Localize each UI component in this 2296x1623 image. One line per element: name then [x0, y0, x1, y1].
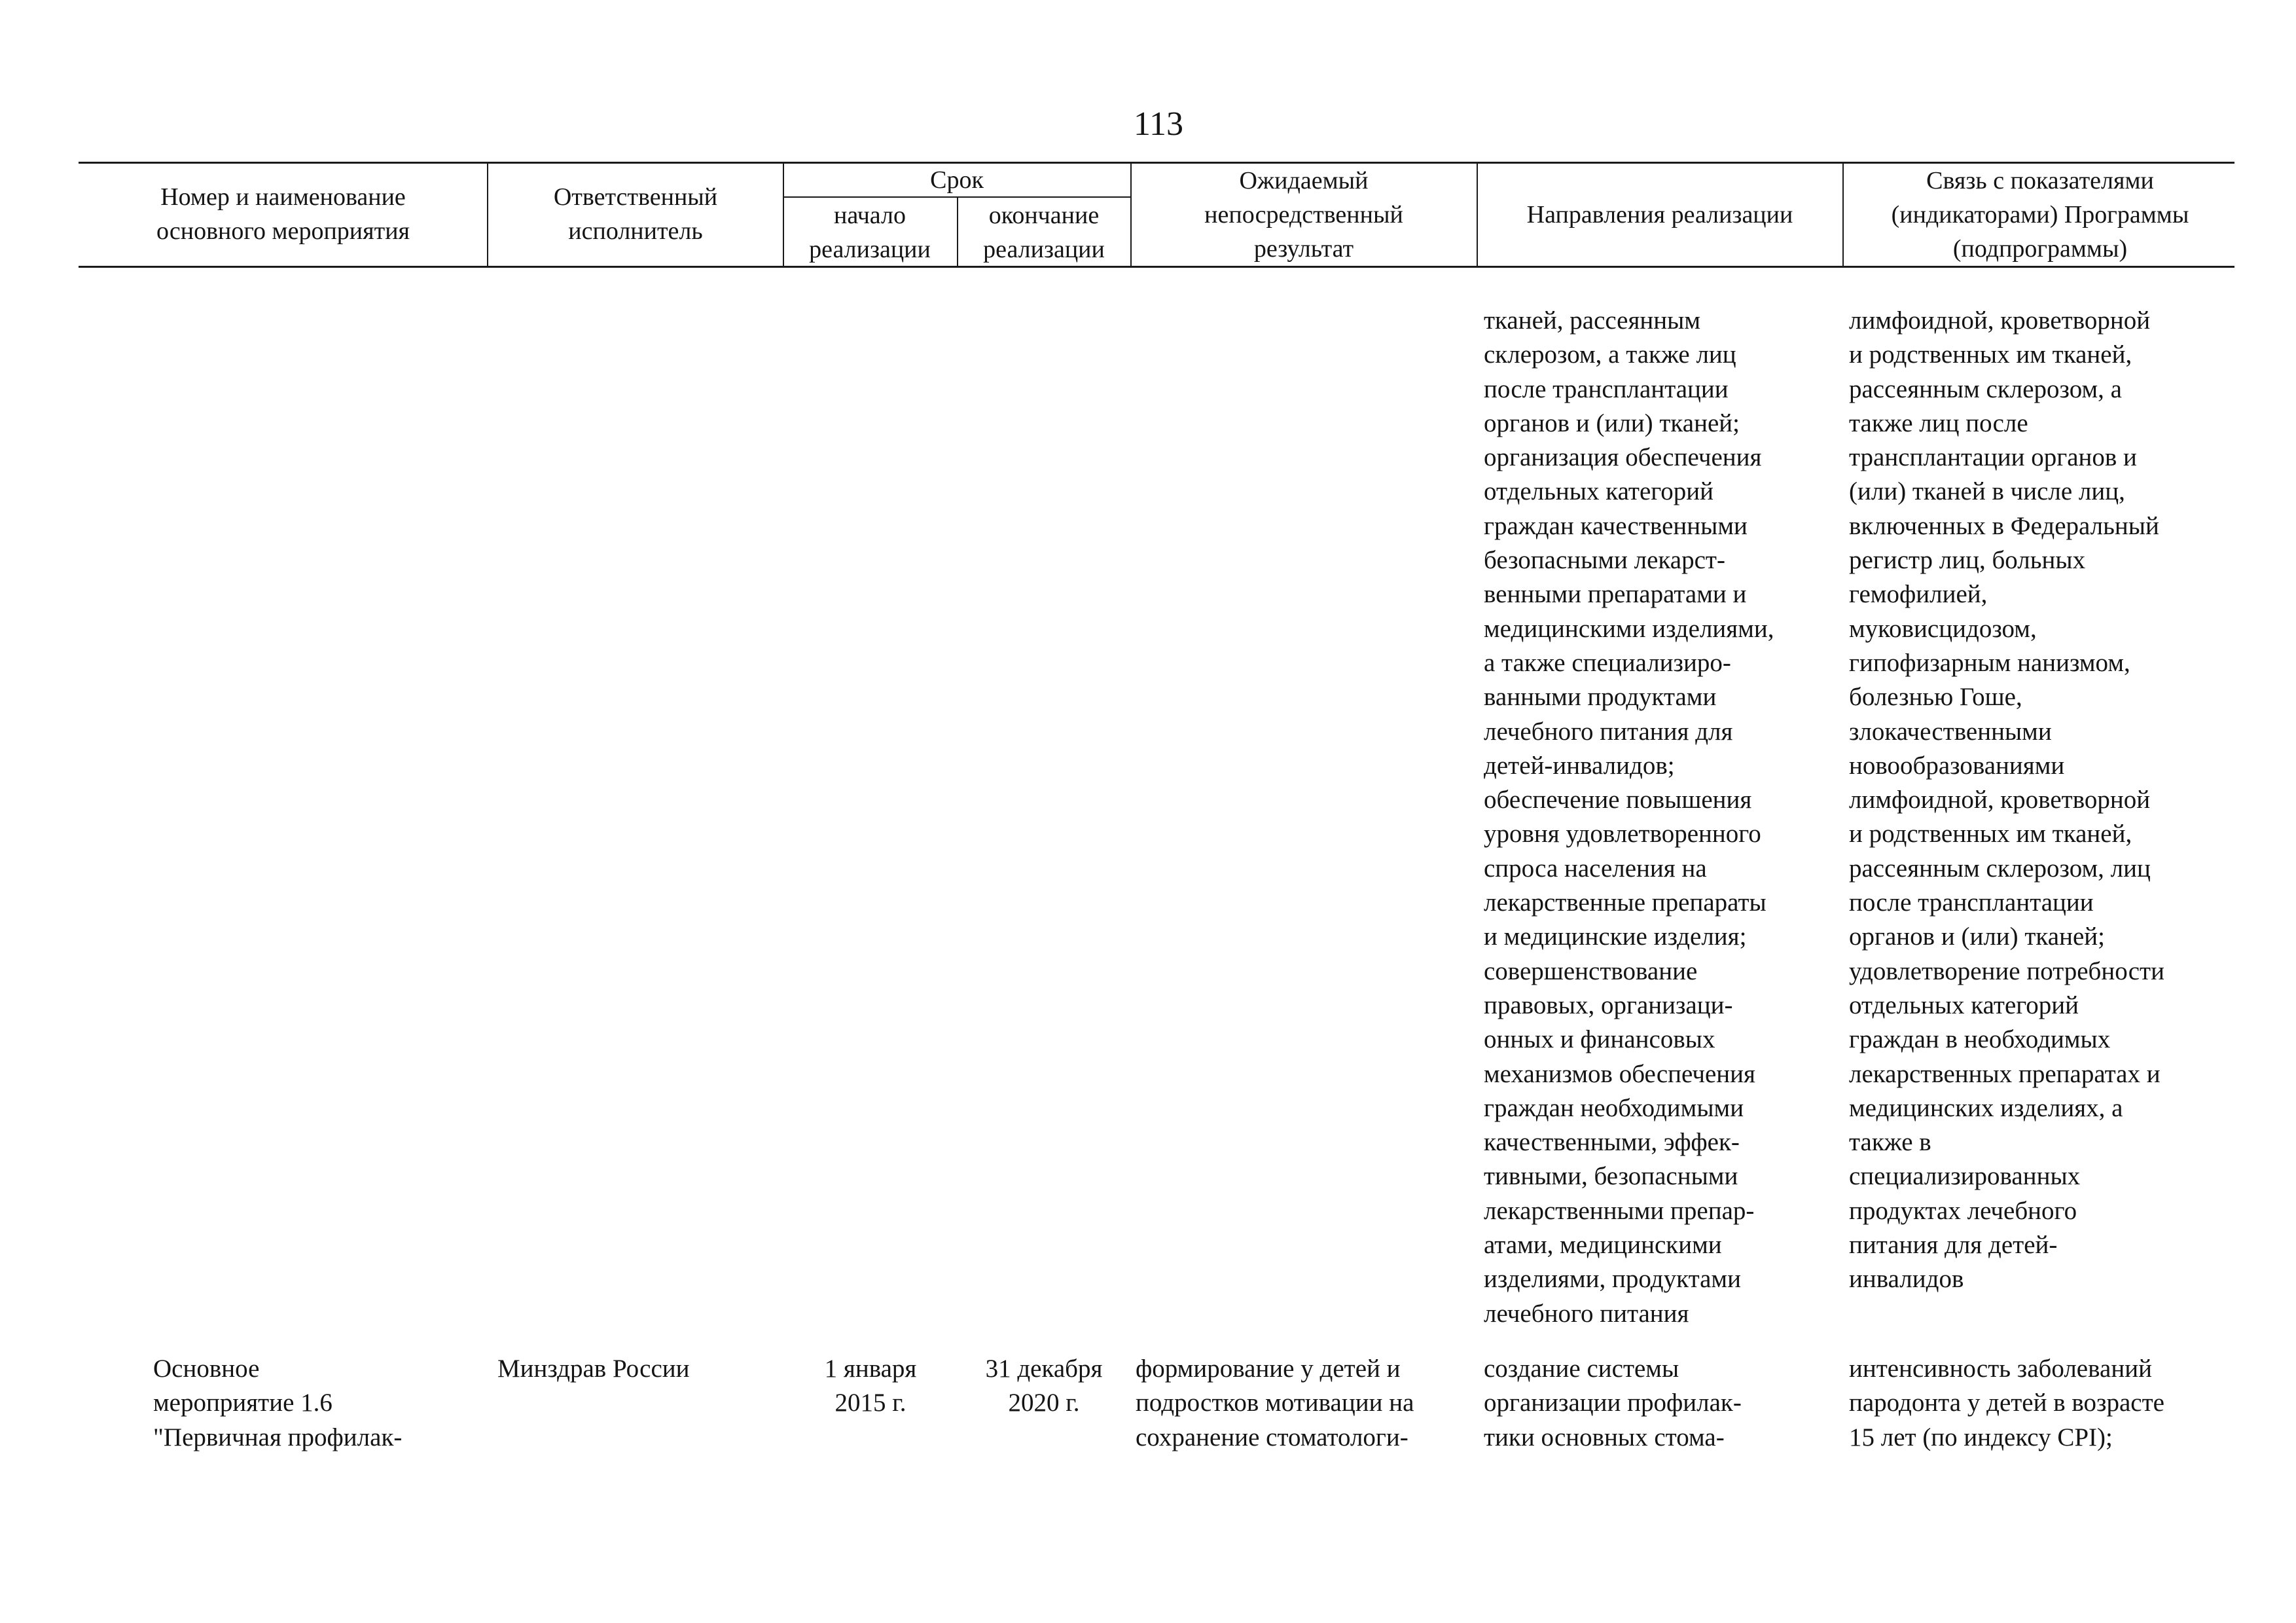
row-2-expected: формирование у детей и подростков мотивации на сохранение стоматологи-	[1136, 1355, 1414, 1451]
header-term: Срок	[930, 166, 984, 194]
header-indicators: Связь с показателями (индикаторами) Программы (подпрограммы)	[1891, 167, 2189, 263]
header-start: начало реализации	[809, 202, 931, 263]
page-number: 113	[1133, 105, 1184, 143]
header-directions: Направления реализации	[1526, 201, 1793, 228]
row-2-start: 1 января 2015 г.	[824, 1355, 917, 1417]
header-responsible: Ответственный исполнитель	[553, 183, 718, 245]
row-1-indicators: лимфоидной, кроветворной и родственных им тканей, рассеянным склерозом, а также лиц после трансплантации органов и (или) тканей в числе лиц, включенных в Федеральный регистр лиц, больных гемофилией, муковисцидозом, гипофизарным нанизмом, болезнью Гоше, злокачественными новообразованиями лимфоидной, кроветворной и родственных им тканей, рассеянным склерозом, лиц после трансплантации органов и (или) тканей; удовлетворение потребности отдельных категорий граждан в необходимых лекарственных препаратах и медицинских изделиях, а также в специализированных продуктах лечебного питания для детей- инвалидов	[1849, 306, 2164, 1294]
row-2-number-name: Основное мероприятие 1.6 "Первичная профилак-	[153, 1355, 403, 1451]
row-2-responsible: Минздрав России	[497, 1355, 690, 1383]
header-end: окончание реализации	[983, 202, 1105, 263]
column-divider	[487, 163, 488, 266]
table-header-bottom-rule	[79, 266, 2234, 268]
header-expected: Ожидаемый непосредственный результат	[1204, 167, 1403, 263]
row-2-directions: создание системы организации профилак- тики основных стома-	[1484, 1355, 1742, 1451]
row-1-directions: тканей, рассеянным склерозом, а также лиц после трансплантации органов и (или) тканей; организация обеспечения отдельных категорий граждан качественными безопасными лекарст- венными препаратами и медицинскими изделиями, а также специализиро- ванными продуктами лечебного питания для детей-инвалидов; обеспечение повышения уровня удовлетворенного спроса населения на лекарственные препараты и медицинские изделия; совершенствование правовых, организаци- онных и финансовых механизмов обеспечения граждан необходимыми качественными, эффек- тивными, безопасными лекарственными препар- атами, медицинскими изделиями, продуктами лечебного питания	[1484, 306, 1774, 1328]
row-2-end: 31 декабря 2020 г.	[985, 1355, 1103, 1417]
row-2-indicators: интенсивность заболеваний пародонта у детей в возрасте 15 лет (по индексу CPI);	[1849, 1355, 2164, 1451]
header-number-name: Номер и наименование основного мероприятия	[156, 183, 410, 245]
